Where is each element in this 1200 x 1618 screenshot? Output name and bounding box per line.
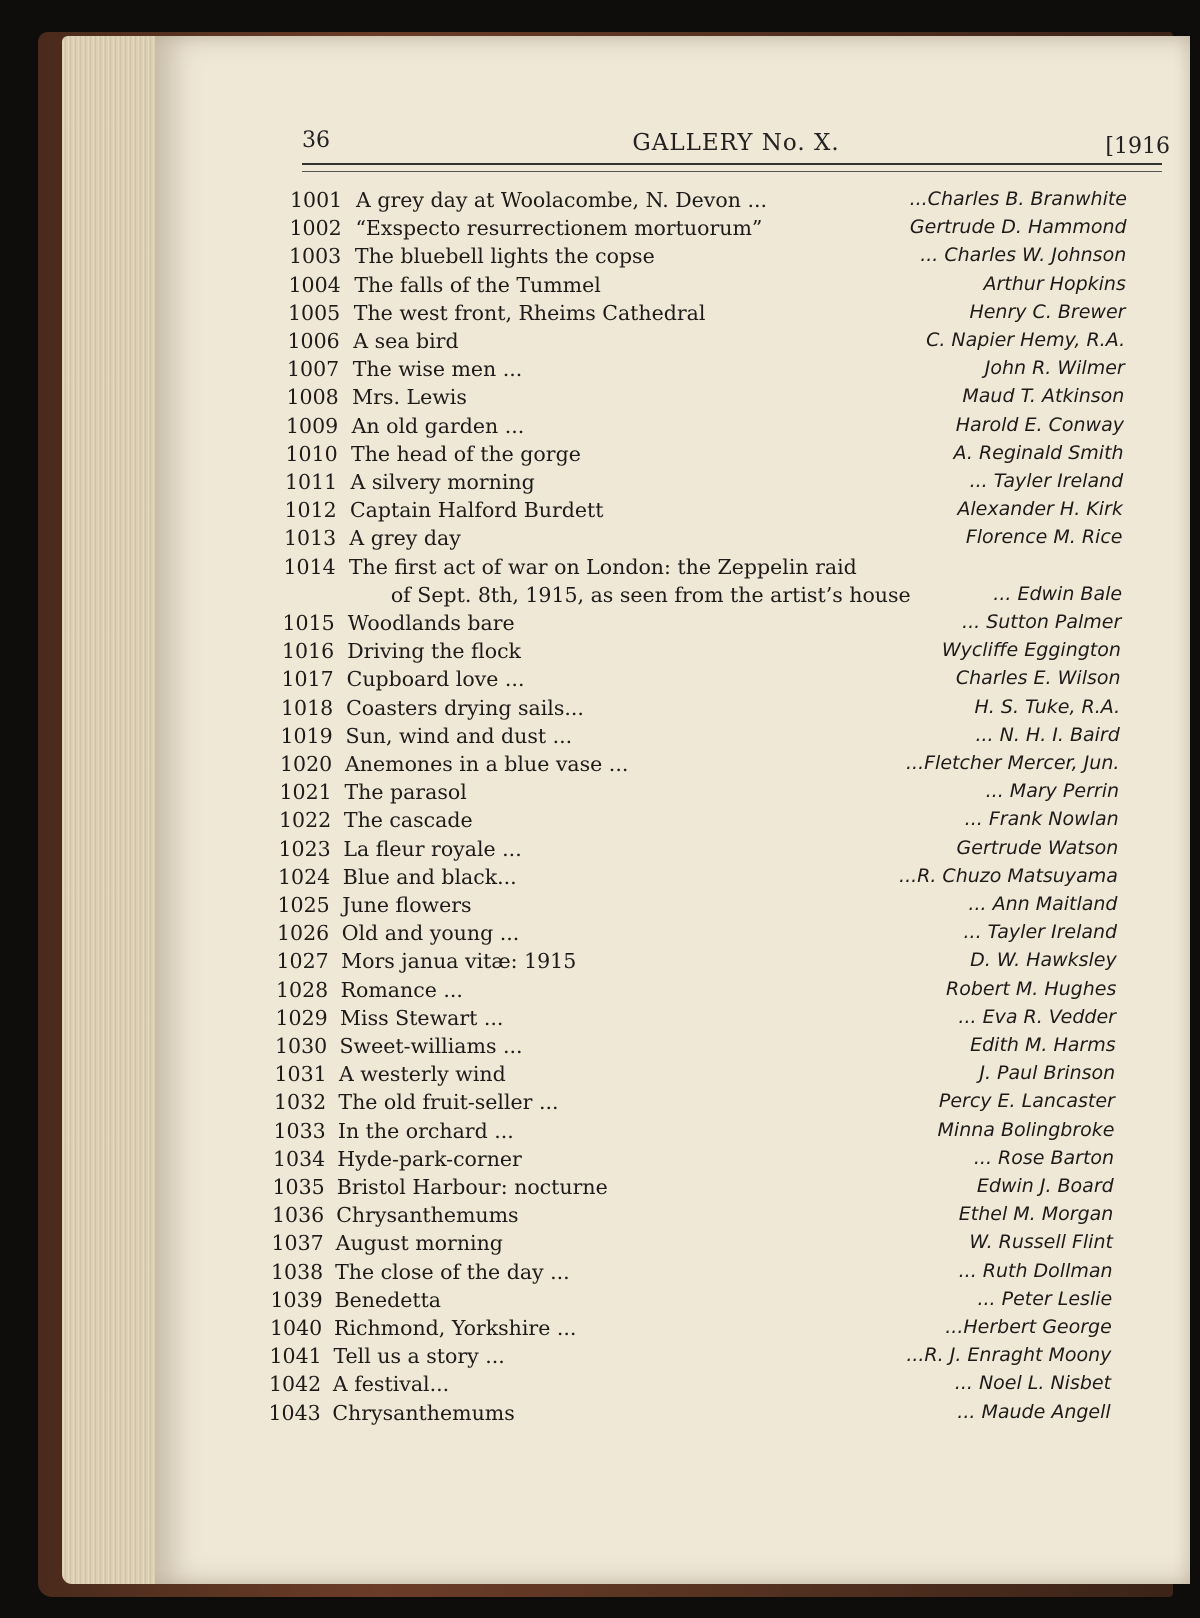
entry-number: 1017 <box>281 667 334 692</box>
entry-number: 1010 <box>285 441 338 466</box>
entry-title: Mrs. Lewis <box>352 385 467 410</box>
entry-artist: ... Frank Nowlan <box>964 808 1119 831</box>
entry-artist: ... Peter Leslie <box>977 1287 1113 1310</box>
entry-number: 1025 <box>277 893 330 917</box>
entry-number: 1011 <box>285 470 338 494</box>
entry-artist: ... Sutton Palmer <box>962 611 1122 633</box>
entry-artist: ... Eva R. Vedder <box>958 1005 1116 1028</box>
entry-artist: ... Maude Angell <box>957 1400 1111 1423</box>
entry-number: 1042 <box>269 1372 322 1397</box>
entry-title: Woodlands bare <box>347 611 515 635</box>
entry-artist: ... Ruth Dollman <box>958 1259 1113 1282</box>
catalogue-entry <box>0 921 1200 949</box>
entry-number: 1008 <box>286 385 339 410</box>
entry-title: The head of the gorge <box>351 441 581 466</box>
entry-artist: John R. Wilmer <box>984 357 1125 380</box>
catalogue-entry <box>0 808 1200 836</box>
entry-number: 1039 <box>270 1287 323 1312</box>
entry-title: “Exspecto resurrectionem mortuorum” <box>355 216 763 241</box>
catalogue-entry <box>0 216 1200 244</box>
catalogue-entry <box>0 273 1200 301</box>
catalogue-entry <box>0 837 1200 865</box>
catalogue-entry <box>0 329 1200 357</box>
entry-artist: Edith M. Harms <box>970 1034 1116 1056</box>
catalogue-entry <box>0 385 1200 413</box>
entry-artist: Charles E. Wilson <box>955 667 1121 690</box>
entry-title: A sea bird <box>353 329 459 353</box>
entry-title: The parasol <box>344 780 467 805</box>
entry-title: Romance ... <box>340 977 463 1002</box>
entry-artist: ...R. Chuzo Matsuyama <box>899 864 1118 887</box>
catalogue-entry <box>0 1006 1200 1034</box>
entry-number: 1037 <box>271 1231 324 1256</box>
entry-title: June flowers <box>342 893 472 917</box>
catalogue-entry <box>0 865 1200 893</box>
entry-artist: A. Reginald Smith <box>953 441 1124 464</box>
entry-title: The cascade <box>343 808 473 833</box>
entry-number: 1003 <box>289 244 342 269</box>
entry-number: 1027 <box>276 949 329 974</box>
entry-artist: Gertrude Watson <box>956 836 1119 859</box>
catalogue-entry <box>0 1203 1200 1231</box>
catalogue-entry <box>0 1034 1200 1062</box>
entry-artist: ...Fletcher Mercer, Jun. <box>906 752 1120 774</box>
page-year: [1916 <box>1105 134 1170 159</box>
catalogue-entry <box>0 667 1200 695</box>
entry-title: A westerly wind <box>338 1062 506 1087</box>
entry-number: 1032 <box>274 1090 327 1115</box>
catalogue-entry <box>0 780 1200 808</box>
entry-title: A festival... <box>332 1372 450 1397</box>
entry-title: Captain Halford Burdett <box>349 498 604 523</box>
catalogue-entry <box>0 752 1200 780</box>
entry-artist: Ethel M. Morgan <box>958 1203 1114 1226</box>
entry-title: August morning <box>335 1231 503 1256</box>
entry-artist: ... Mary Perrin <box>985 780 1120 803</box>
entry-artist: Henry C. Brewer <box>969 300 1126 323</box>
entry-artist: W. Russell Flint <box>969 1231 1113 1254</box>
entry-artist: ... Edwin Bale <box>993 582 1123 605</box>
entry-artist: ... Charles W. Johnson <box>920 244 1127 267</box>
entry-title: Miss Stewart ... <box>340 1005 504 1030</box>
catalogue-entry <box>0 893 1200 921</box>
catalogue-entry <box>0 1175 1200 1203</box>
entry-title: Benedetta <box>334 1287 442 1312</box>
entry-artist: Alexander H. Kirk <box>957 498 1123 521</box>
entry-title: Coasters drying sails... <box>346 695 584 720</box>
catalogue-entry <box>0 724 1200 752</box>
catalogue-entry <box>0 1372 1200 1400</box>
entry-artist: C. Napier Hemy, R.A. <box>926 329 1126 351</box>
entry-number: 1022 <box>279 808 332 833</box>
entry-number: 1012 <box>284 498 337 523</box>
entry-number: 1026 <box>277 921 330 946</box>
entry-title: The west front, Rheims Cathedral <box>353 300 706 325</box>
entry-number: 1019 <box>280 723 333 748</box>
entry-artist: Wycliffe Eggington <box>941 639 1121 662</box>
entry-artist: Percy E. Lancaster <box>938 1090 1115 1113</box>
page-number: 36 <box>302 128 330 153</box>
entry-title: Sweet-williams ... <box>339 1034 523 1058</box>
entry-artist: ... Tayler Ireland <box>963 921 1118 944</box>
catalogue-entry <box>0 1147 1200 1175</box>
catalogue-entry <box>0 498 1200 526</box>
catalogue-entry <box>0 639 1200 667</box>
entry-artist: Edwin J. Board <box>976 1175 1114 1197</box>
entry-artist: Florence M. Rice <box>965 526 1123 549</box>
entry-artist: Minna Bolingbroke <box>937 1118 1115 1141</box>
entry-title: Chrysanthemums <box>332 1400 515 1425</box>
entry-title: Old and young ... <box>341 921 520 946</box>
catalogue-entry <box>0 1119 1200 1147</box>
entry-title: Mors janua vitæ: 1915 <box>341 949 577 974</box>
entry-number: 1023 <box>278 836 331 861</box>
entry-artist: ... Ann Maitland <box>968 893 1118 915</box>
entry-number: 1015 <box>282 611 335 635</box>
entry-artist: Harold E. Conway <box>955 413 1124 436</box>
catalogue-entry <box>0 188 1200 216</box>
entry-title: The close of the day ... <box>335 1259 570 1284</box>
entry-number: 1001 <box>290 188 343 212</box>
entry-number: 1009 <box>286 413 339 438</box>
entry-title: Hyde-park-corner <box>337 1146 522 1171</box>
entry-number: 1013 <box>284 526 337 551</box>
catalogue-entry <box>0 949 1200 977</box>
page-header <box>302 128 1170 168</box>
entry-number: 1030 <box>275 1034 328 1058</box>
entry-number: 1033 <box>273 1118 326 1143</box>
entry-number: 1041 <box>269 1344 322 1369</box>
entry-title: The bluebell lights the copse <box>354 244 655 269</box>
catalogue-entry <box>0 244 1200 272</box>
entry-artist: Maud T. Atkinson <box>962 385 1125 408</box>
entry-title: Cupboard love ... <box>346 667 525 692</box>
entry-artist: Gertrude D. Hammond <box>909 216 1127 239</box>
entry-title: Sun, wind and dust ... <box>345 723 573 748</box>
catalogue-entry <box>0 696 1200 724</box>
catalogue-entry <box>0 442 1200 470</box>
entry-title: Chrysanthemums <box>336 1203 519 1228</box>
entry-title: A silvery morning <box>350 470 535 494</box>
catalogue-entry <box>0 1288 1200 1316</box>
entry-title: The first act of war on London: the Zeppelin raid <box>348 554 857 579</box>
entry-title: Bristol Harbour: nocturne <box>336 1175 608 1199</box>
catalogue-entry <box>0 1231 1200 1259</box>
entry-artist: Robert M. Hughes <box>946 977 1117 1000</box>
page-title: GALLERY No. X. <box>632 130 840 156</box>
entry-artist: ...Herbert George <box>945 1316 1112 1338</box>
entry-number: 1034 <box>273 1146 326 1171</box>
entry-number: 1031 <box>274 1062 327 1087</box>
entry-title: Richmond, Yorkshire ... <box>334 1316 577 1340</box>
entry-title: La fleur royale ... <box>343 836 522 861</box>
catalogue-entry <box>0 414 1200 442</box>
entry-artist: ...Charles B. Branwhite <box>909 188 1127 210</box>
entry-number: 1007 <box>287 357 340 382</box>
entry-artist: H. S. Tuke, R.A. <box>974 695 1121 718</box>
entry-artist: ...R. J. Enraght Moony <box>906 1344 1112 1367</box>
catalogue-entry <box>0 357 1200 385</box>
catalogue-entry <box>0 1090 1200 1118</box>
entry-artist: ... Rose Barton <box>973 1146 1115 1169</box>
entry-number: 1021 <box>279 780 332 805</box>
header-rule <box>302 163 1162 172</box>
entry-title: An old garden ... <box>351 413 525 438</box>
entry-artist: ... N. H. I. Baird <box>975 723 1120 746</box>
catalogue-entry <box>0 526 1200 554</box>
entry-title: Tell us a story ... <box>333 1344 505 1369</box>
catalogue-entry <box>0 1062 1200 1090</box>
entry-title: The wise men ... <box>352 357 523 382</box>
catalogue-entry <box>0 978 1200 1006</box>
entry-title: Blue and black... <box>342 864 517 889</box>
entry-number: 1016 <box>282 639 335 664</box>
entry-artist: ... Noel L. Nisbet <box>954 1372 1112 1395</box>
entry-number: 1029 <box>275 1005 328 1030</box>
entry-artist: J. Paul Brinson <box>979 1062 1116 1085</box>
entry-number: 1014 <box>283 554 336 579</box>
catalogue-entry <box>0 554 1200 607</box>
entry-artist: D. W. Hawksley <box>970 949 1117 972</box>
entry-number: 1043 <box>268 1400 321 1425</box>
catalogue-entry <box>0 301 1200 329</box>
catalogue-entry <box>0 470 1200 498</box>
entry-number: 1038 <box>271 1259 324 1284</box>
entry-number: 1035 <box>272 1175 325 1199</box>
catalogue-entry <box>0 1344 1200 1372</box>
entry-title: Anemones in a blue vase ... <box>345 752 629 776</box>
catalogue-entry <box>0 1260 1200 1288</box>
entry-title: A grey day at Woolacombe, N. Devon ... <box>356 188 768 212</box>
entry-artist: Arthur Hopkins <box>983 272 1126 295</box>
entry-number: 1006 <box>287 329 340 353</box>
entry-title: The old fruit-seller ... <box>338 1090 559 1115</box>
entry-number: 1005 <box>288 300 341 325</box>
catalogue-entry <box>0 1401 1200 1429</box>
entry-number: 1024 <box>278 864 331 889</box>
entry-number: 1020 <box>280 752 333 776</box>
catalogue-entry <box>0 611 1200 639</box>
entry-number: 1036 <box>272 1203 325 1228</box>
entry-title: Driving the flock <box>347 639 521 664</box>
entry-artist: ... Tayler Ireland <box>969 470 1124 492</box>
entry-title: A grey day <box>349 526 461 551</box>
entry-number: 1002 <box>289 216 342 241</box>
entry-title: In the orchard ... <box>337 1118 514 1143</box>
entry-number: 1004 <box>288 272 341 297</box>
catalogue-entry <box>0 1316 1200 1344</box>
entry-number: 1018 <box>281 695 334 720</box>
entry-title-continuation: of Sept. 8th, 1915, as seen from the artist’s house <box>390 582 911 607</box>
entry-title: The falls of the Tummel <box>354 272 601 297</box>
entry-number: 1040 <box>270 1316 323 1340</box>
entry-number: 1028 <box>276 977 329 1002</box>
